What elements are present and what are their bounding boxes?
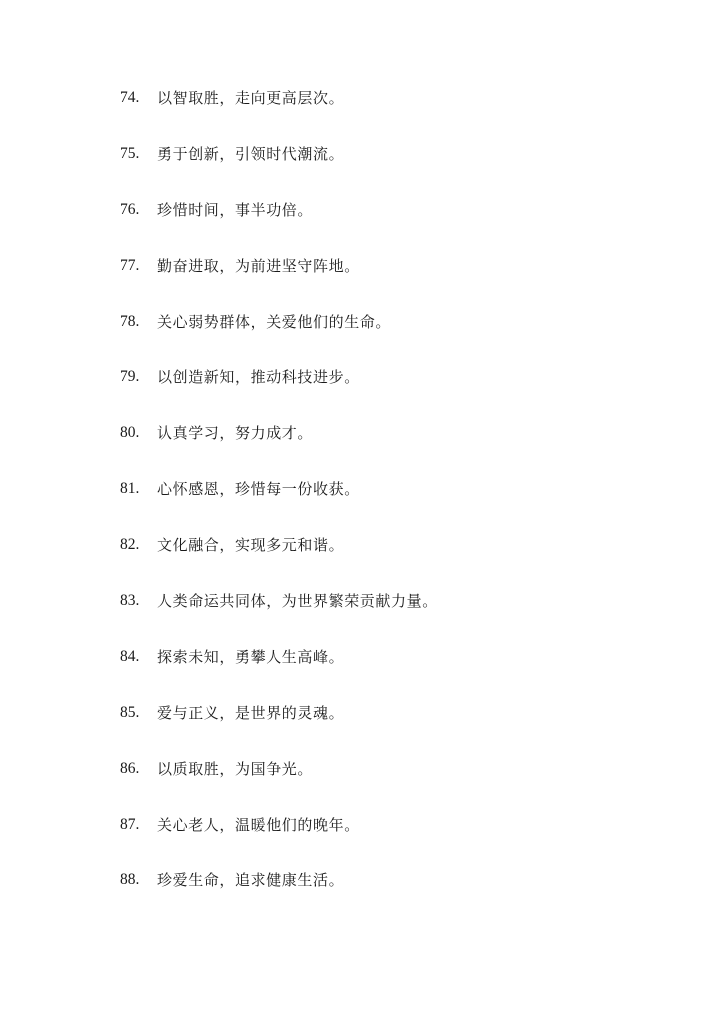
list-item [120,254,438,310]
item-number: 83. [120,592,140,610]
list-item [120,868,438,924]
item-text: 爱与正义，是世界的灵魂。 [157,703,345,722]
item-text: 以智取胜，走向更高层次。 [157,89,345,107]
item-number: 85. [120,703,140,721]
list-item [120,645,438,701]
item-number: 76. [120,200,140,218]
list-item [120,421,438,477]
list-item [120,701,438,757]
item-number: 79. [120,368,140,386]
item-number: 74. [120,89,140,106]
item-text: 关心弱势群体，关爱他们的生命。 [157,312,392,331]
item-text: 勇于创新，引领时代潮流。 [157,144,345,163]
item-text: 以质取胜，为国争光。 [157,759,314,778]
item-text: 文化融合，实现多元和谐。 [157,536,345,555]
list-item [120,142,438,198]
item-text: 探索未知，勇攀人生高峰。 [157,647,345,666]
item-text: 关心老人，温暖他们的晚年。 [157,815,360,834]
item-number: 81. [120,480,140,498]
item-text: 珍惜时间，事半功倍。 [157,200,314,219]
item-number: 82. [120,536,140,554]
numbered-list [120,86,438,924]
item-text: 以创造新知，推动科技进步。 [157,368,360,387]
list-item [120,365,438,421]
item-text: 珍爱生命，追求健康生活。 [157,871,345,890]
list-item [120,533,438,589]
list-item [120,310,438,366]
list-item [120,477,438,533]
list-item [120,198,438,254]
item-number: 84. [120,647,140,665]
item-number: 88. [120,871,140,889]
item-number: 75. [120,144,140,162]
item-number: 87. [120,815,140,833]
item-text: 认真学习，努力成才。 [157,424,314,443]
list-item [120,589,438,645]
item-number: 78. [120,312,140,330]
item-number: 77. [120,256,140,274]
list-item [120,86,438,142]
item-number: 86. [120,759,140,777]
item-text: 心怀感恩，珍惜每一份收获。 [157,480,360,499]
item-text: 人类命运共同体，为世界繁荣贡献力量。 [157,592,438,611]
list-item [120,757,438,813]
item-number: 80. [120,424,140,442]
list-item [120,813,438,869]
item-text: 勤奋进取，为前进坚守阵地。 [157,256,360,275]
